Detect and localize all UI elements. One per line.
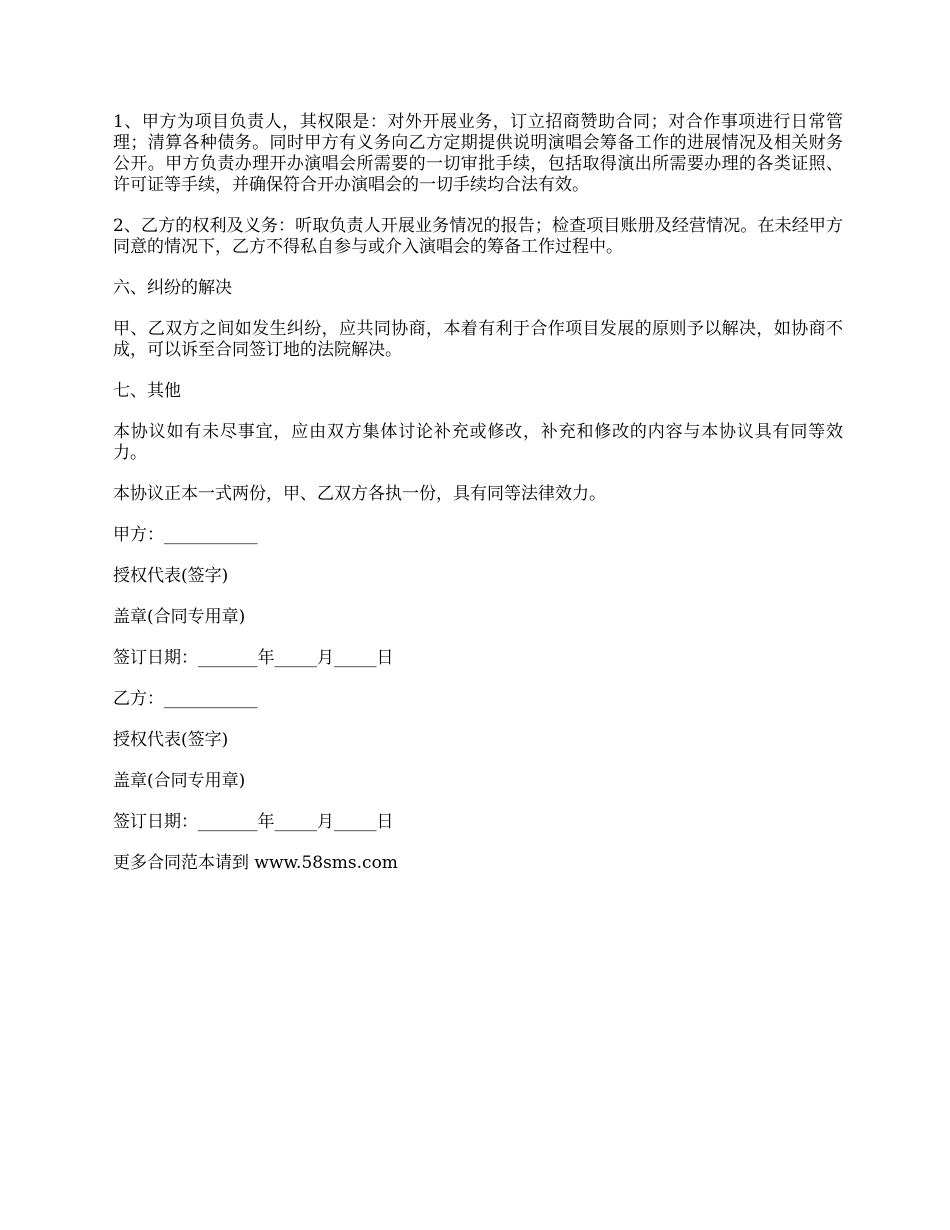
section-7-body-copies: 本协议正本一式两份，甲、乙双方各执一份，具有同等法律效力。 [113, 484, 606, 504]
party-a-name-line: 甲方：___________ [113, 525, 258, 545]
party-b-representative: 授权代表(签字) [113, 730, 229, 750]
section-7-body-supplement: 本协议如有未尽事宜，应由双方集体讨论补充或修改，补充和修改的内容与本协议具有同等效力。 [113, 422, 843, 463]
section-7-heading: 七、其他 [113, 381, 181, 401]
party-a-representative: 授权代表(签字) [113, 566, 229, 586]
clause-party-b-rights: 2、乙方的权利及义务：听取负责人开展业务情况的报告；检查项目账册及经营情况。在未经甲方同意的情况下，乙方不得私自参与或介入演唱会的筹备工作过程中。 [113, 216, 843, 257]
party-b-date-line: 签订日期：_______年_____月_____日 [113, 812, 394, 832]
document-body [113, 112, 843, 894]
more-templates-footer: 更多合同范本请到 www.58sms.com [113, 853, 398, 873]
party-a-date-line: 签订日期：_______年_____月_____日 [113, 648, 394, 668]
section-6-body: 甲、乙双方之间如发生纠纷，应共同协商，本着有利于合作项目发展的原则予以解决，如协商不成，可以诉至合同签订地的法院解决。 [113, 319, 843, 360]
section-6-heading: 六、纠纷的解决 [113, 278, 232, 298]
party-b-name-line: 乙方：___________ [113, 689, 258, 709]
clause-party-a-rights: 1、甲方为项目负责人，其权限是：对外开展业务，订立招商赞助合同；对合作事项进行日常管理；清算各种债务。同时甲方有义务向乙方定期提供说明演唱会筹备工作的进展情况及相关财务公开。甲方负责办理开办演唱会所需要的一切审批手续，包括取得演出所需要办理的各类证照、许可证等手续，并确保符合开办演唱会的一切手续均合法有效。 [113, 112, 843, 195]
party-b-seal: 盖章(合同专用章) [113, 771, 246, 791]
party-a-seal: 盖章(合同专用章) [113, 607, 246, 627]
